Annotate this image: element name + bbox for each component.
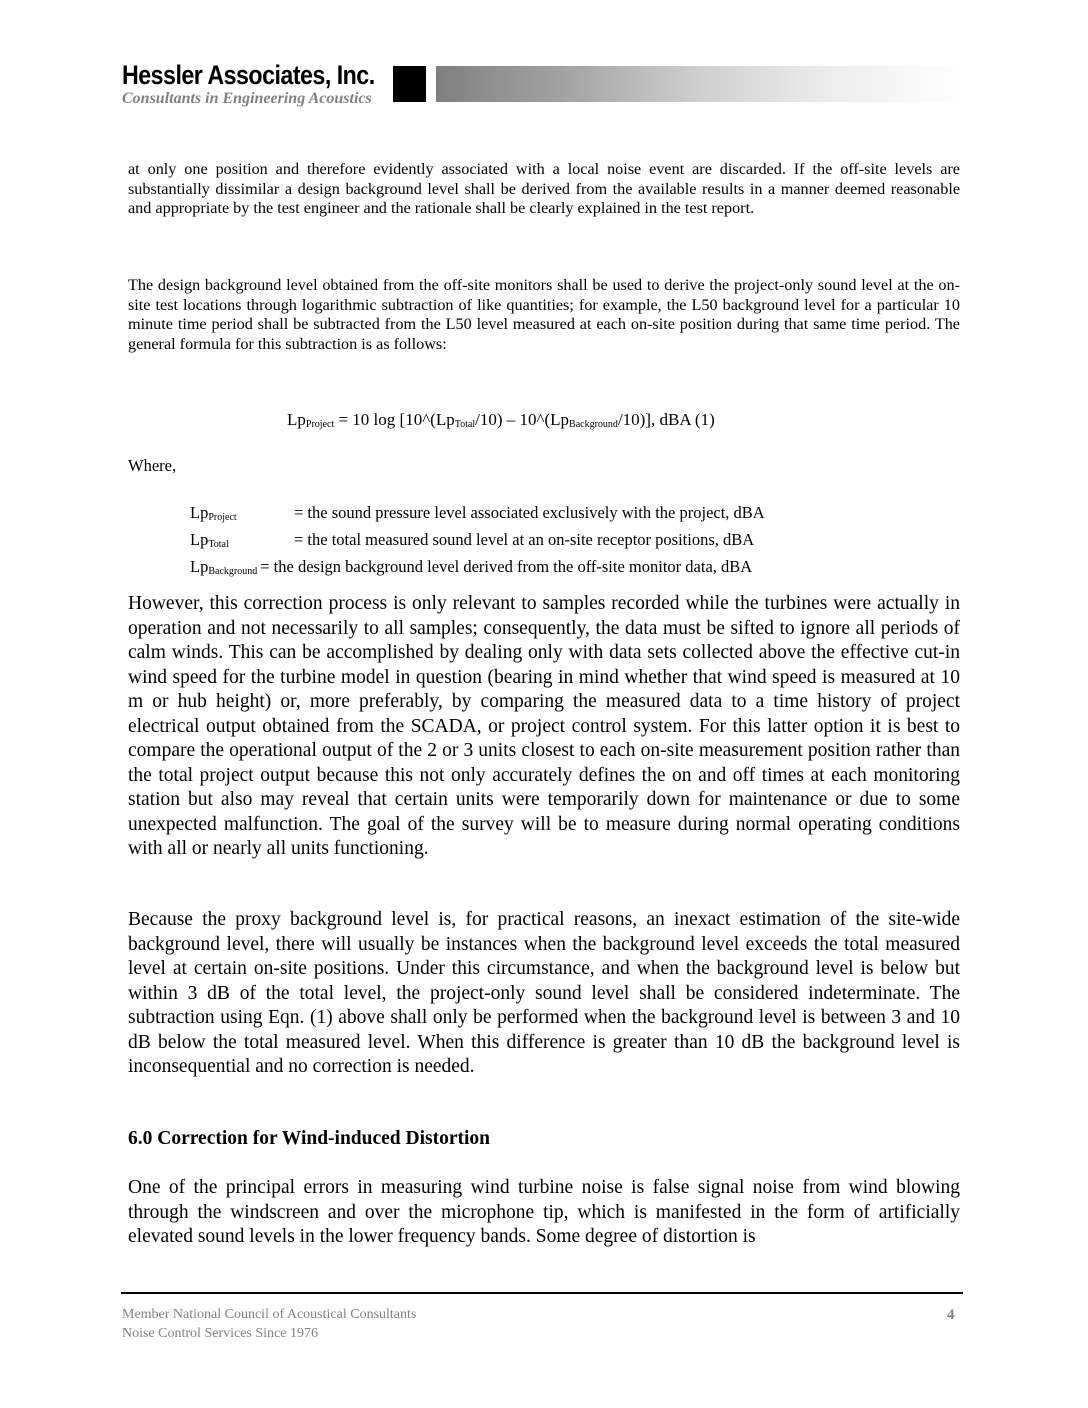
- footer-since: Noise Control Services Since 1976: [122, 1326, 318, 1341]
- paragraph-3: However, this correction process is only relevant to samples recorded while the turbines were actually in operation and not necessarily to all samples; consequently, the data must be sifted to ignore all periods of calm winds. This can be accomplished by dealing only with data sets collected above the effective cut-in wind speed for the turbine model in question (bearing in mind whether that wind speed is measured at 10 m or hub height) or, more preferably, by comparing the measured data to a time history of project electrical output obtained from the SCADA, or project control system. For this latter option it is best to compare the operational output of the 2 or 3 units closest to each on-site measurement position rather than the total project output because this not only accurately defines the on and off times at each monitoring station but also may reveal that certain units were temporarily down for maintenance or due to some unexpected malfunction. The goal of the survey will be to measure during normal operating conditions with all or nearly all units functioning.: [128, 593, 960, 859]
- paragraph-4: Because the proxy background level is, for practical reasons, an inexact estimation of the site-wide background level, there will usually be instances when the background level exceeds the total measured level at certain on-site positions. Under this circumstance, and when the background level is below but within 3 dB of the total level, the project-only sound level shall be considered indeterminate. The subtraction using Eqn. (1) above shall only be performed when the background level is between 3 and 10 dB below the total measured level. When this difference is greater than 10 dB the background level is inconsequential and no correction is needed.: [128, 909, 960, 1077]
- paragraph-1: at only one position and therefore evidently associated with a local noise event are discarded. If the off-site levels are substantially dissimilar a design background level shall be derived from the available results in a manner deemed reasonable and appropriate by the test engineer and the rationale shall be clearly explained in the test report.: [128, 160, 960, 218]
- page-number: 4: [947, 1307, 955, 1323]
- term-subscript: Background: [208, 566, 258, 577]
- term-subscript: Project: [208, 512, 237, 523]
- logo-square-icon: [393, 66, 426, 102]
- definition-text: = the design background level derived from the off-site monitor data, dBA: [260, 557, 753, 576]
- where-label: Where,: [128, 456, 177, 475]
- definition-text: = the sound pressure level associated exclusively with the project, dBA: [294, 503, 765, 522]
- definition-row: [190, 529, 765, 556]
- paragraph-2: The design background level obtained from the off-site monitors shall be used to derive the project-only sound level at the on-site test locations through logarithmic subtraction of like quantities; for example, the L50 background level for a particular 10 minute time period shall be subtracted from the L50 level measured at each on-site position during that same time period. The general formula for this subtraction is as follows:: [128, 276, 960, 353]
- definition-term: [190, 529, 294, 556]
- equation-part-3: /10)], dBA (1): [617, 410, 715, 429]
- definition-row: [190, 502, 765, 529]
- definition-term: [190, 502, 294, 529]
- header-gradient-bar: [436, 66, 964, 102]
- equation-part-1: = 10 log [10^(Lp: [334, 410, 455, 429]
- equation-lhs: Lp: [287, 410, 306, 429]
- definition-text: = the total measured sound level at an on-site receptor positions, dBA: [294, 530, 755, 549]
- equation-background-subscript: Background: [569, 419, 618, 430]
- equation-lhs-subscript: Project: [305, 419, 335, 430]
- term-base: Lp: [190, 503, 209, 522]
- definition-row: [190, 556, 765, 583]
- definitions-list: [190, 502, 765, 583]
- company-tagline: Consultants in Engineering Acoustics: [122, 90, 372, 107]
- footer-membership: Member National Council of Acoustical Consultants: [122, 1307, 417, 1322]
- term-subscript: Total: [208, 539, 229, 550]
- equation-total-subscript: Total: [454, 419, 476, 430]
- footer-divider: [121, 1292, 963, 1294]
- equation-part-2: /10) – 10^(Lp: [475, 410, 570, 429]
- term-base: Lp: [190, 530, 209, 549]
- section-heading: 6.0 Correction for Wind-induced Distortion: [128, 1128, 491, 1149]
- term-base: Lp: [190, 557, 209, 576]
- definition-term: [190, 556, 257, 583]
- paragraph-5: One of the principal errors in measuring wind turbine noise is false signal noise from wind blowing through the windscreen and over the microphone tip, which is manifested in the form of artificially elevated sound levels in the lower frequency bands. Some degree of distortion is: [128, 1177, 960, 1247]
- equation-1: [287, 410, 715, 430]
- company-name: Hessler Associates, Inc.: [122, 60, 375, 90]
